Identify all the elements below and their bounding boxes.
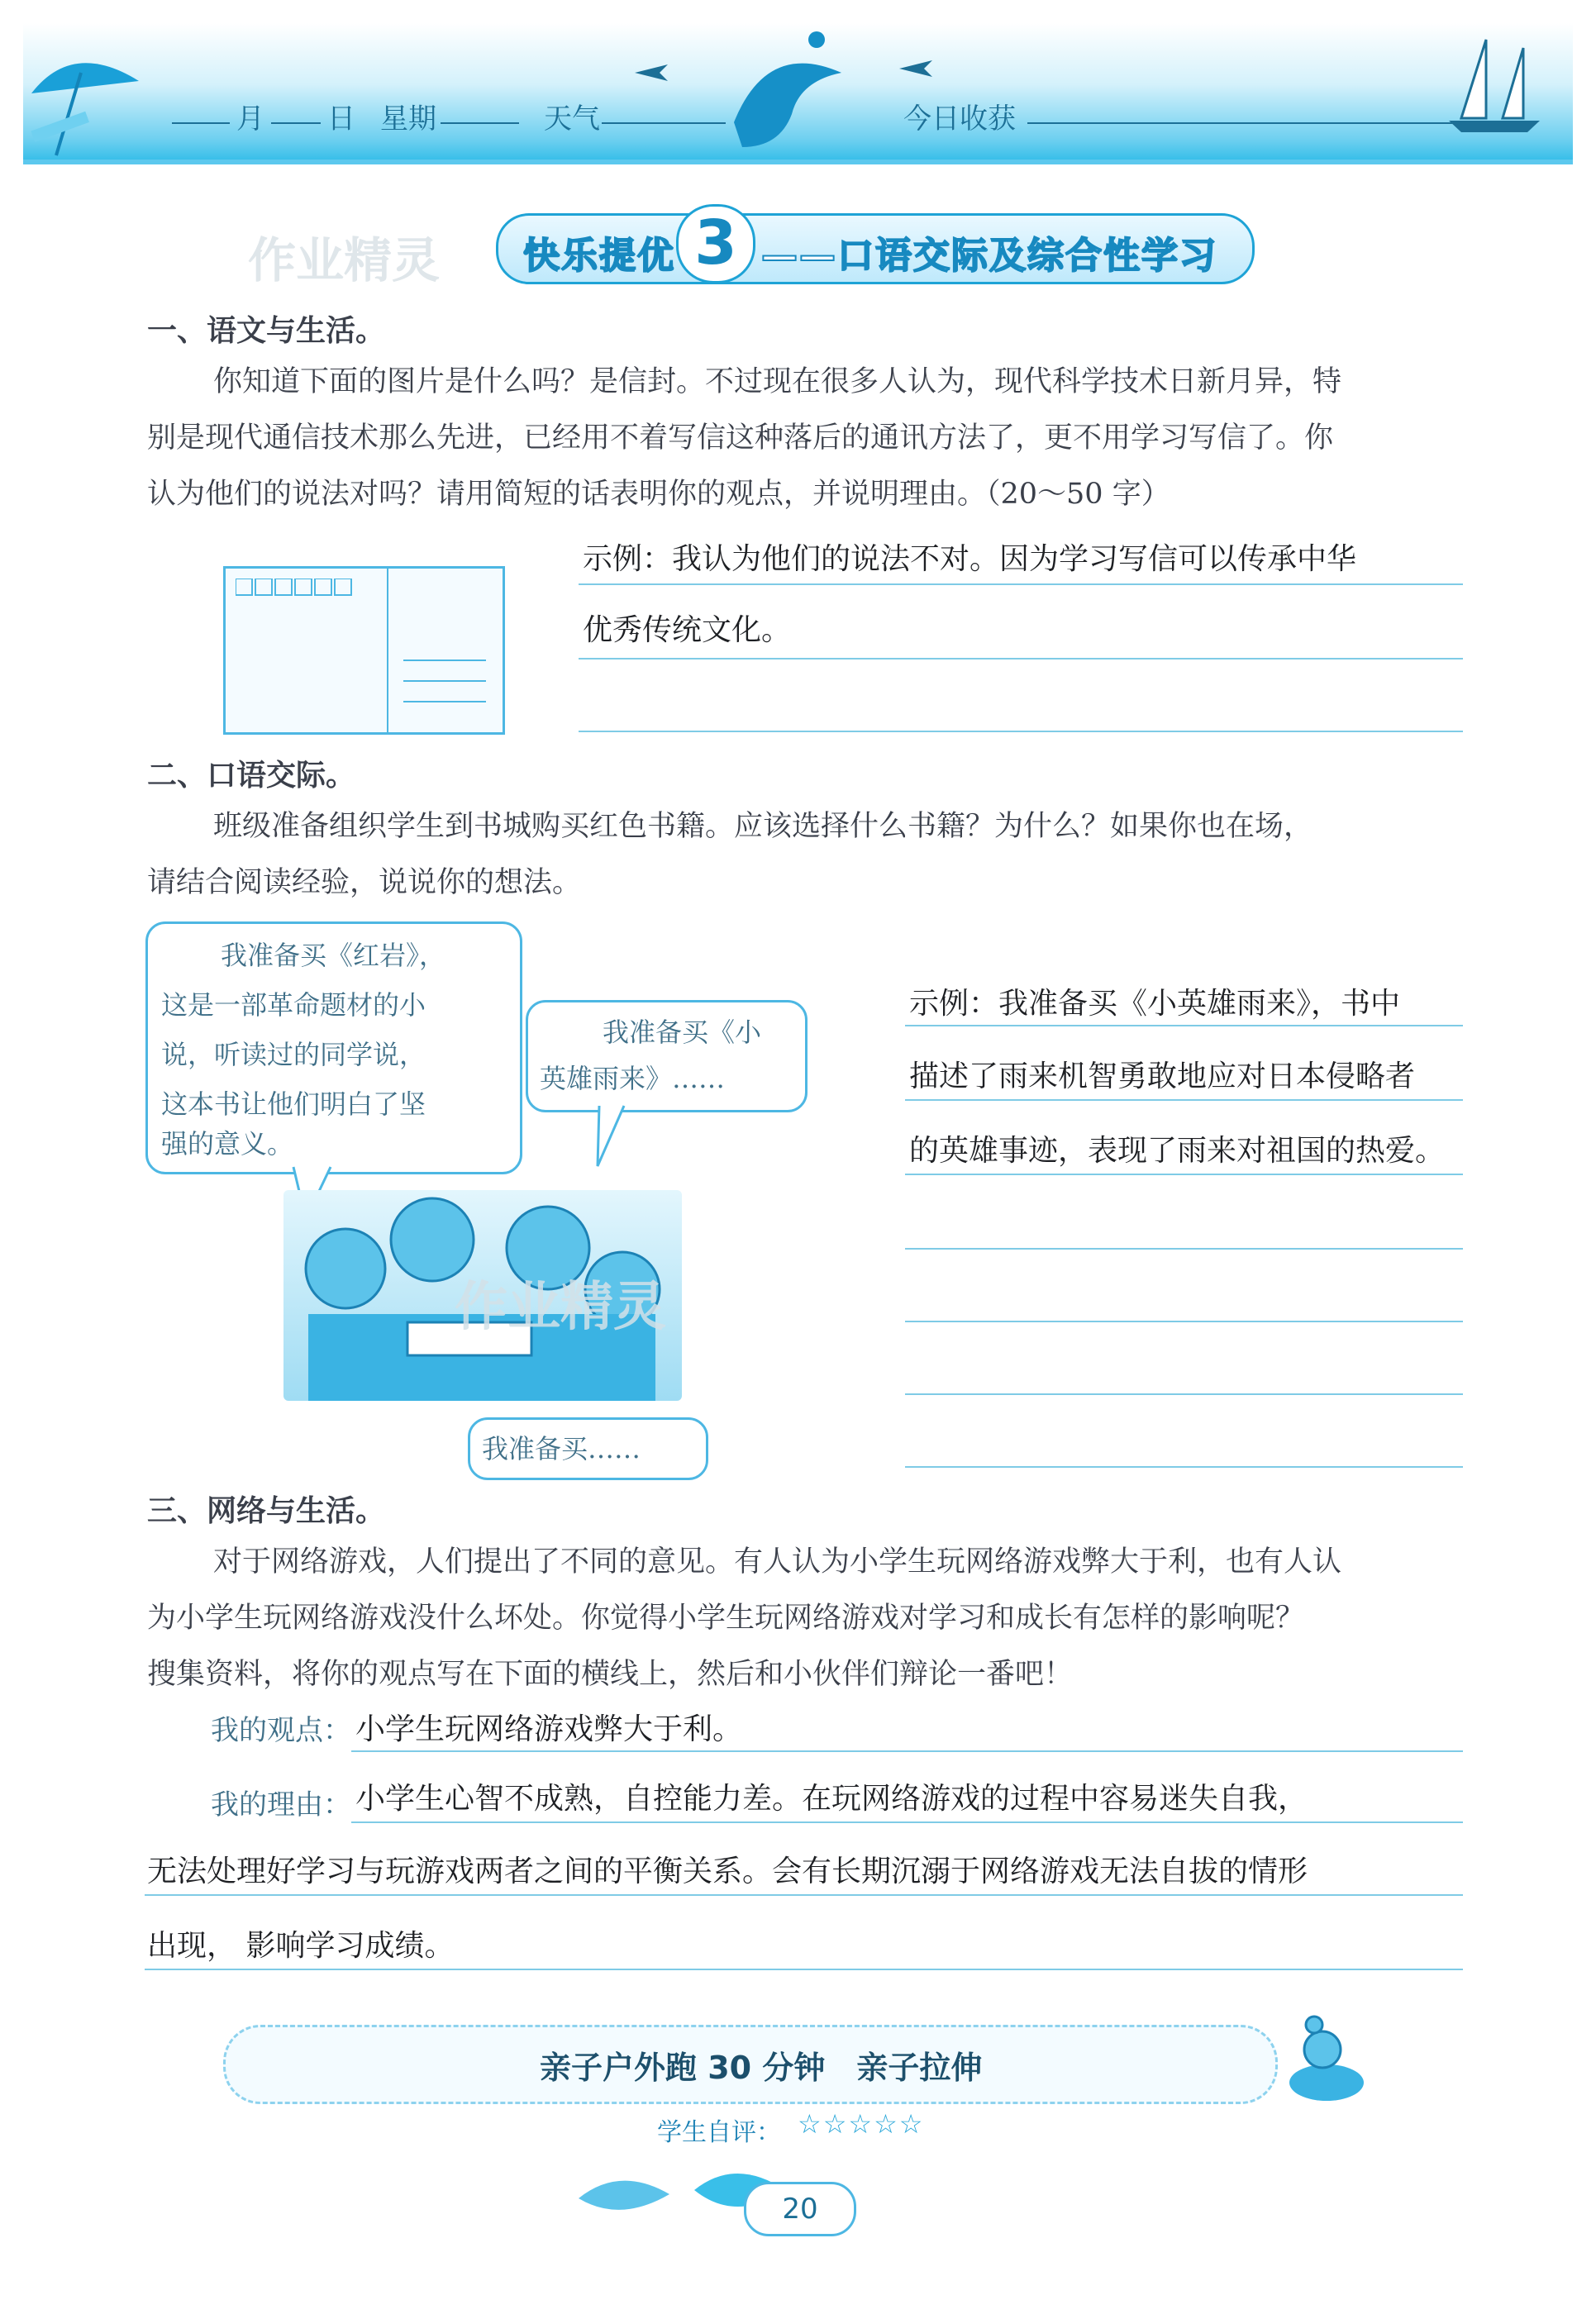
month-label: 月 [236, 102, 264, 136]
section2-heading: 二、口语交际。 [147, 759, 356, 793]
bubble1-line-4: 这本书让他们明白了坚 [161, 1088, 426, 1120]
speech-bubble-3 [468, 1417, 708, 1480]
sailboat-icon [1461, 40, 1486, 118]
bubble1-line-2: 这是一部革命题材的小 [161, 989, 426, 1021]
umbrella-icon [31, 63, 139, 93]
harvest-label: 今日收获 [903, 102, 1016, 136]
bubble1-line-3: 说，听读过的同学说， [161, 1039, 426, 1070]
section3-line-1: 对于网络游戏，人们提出了不同的意见。有人认为小学生玩网络游戏弊大于利，也有人认 [213, 1545, 1342, 1579]
reason-line-2: 无法处理好学习与玩游戏两者之间的平衡关系。会有长期沉溺于网络游戏无法自拔的情形 [147, 1855, 1308, 1888]
title-banner [496, 207, 1255, 284]
section2-line-1: 班级准备组织学生到书城购买红色书籍。应该选择什么书籍？为什么？如果你也在场， [213, 810, 1313, 843]
dolphin-icon [734, 64, 841, 147]
speech-bubble-1 [145, 921, 522, 1174]
section1-heading: 一、语文与生活。 [147, 314, 386, 348]
bubble2-tail [591, 1104, 632, 1170]
self-eval-label: 学生自评： [657, 2118, 781, 2147]
header-decoration [23, 23, 1573, 160]
activity-band [223, 2025, 1278, 2104]
title-right: ——口语交际及综合性学习 [761, 235, 1217, 277]
section2-answer-3: 的英雄事迹，表现了雨来对祖国的热爱。 [909, 1134, 1446, 1168]
bubble2-line-1: 我准备买《小 [603, 1017, 762, 1048]
section1-line-1: 你知道下面的图片是什么吗？是信封。不过现在很多人认为，现代科学技术日新月异，特 [213, 365, 1342, 398]
section2-line-2: 请结合阅读经验，说说你的想法。 [147, 866, 582, 899]
title-watermark: 作业精灵 [248, 232, 441, 288]
bubble3-text: 我准备买…… [482, 1433, 641, 1464]
section3-line-2: 为小学生玩网络游戏没什么坏处。你觉得小学生玩网络游戏对学习和成长有怎样的影响呢？ [147, 1602, 1305, 1635]
section2-answer-2: 描述了雨来机智勇敢地应对日本侵略者 [909, 1060, 1416, 1093]
section1-line-3: 认为他们的说法对吗？请用简短的话表明你的观点，并说明理由。（20～50 字） [147, 478, 1170, 511]
page-number: 20 [744, 2182, 856, 2236]
rating-stars[interactable]: ☆☆☆☆☆ [798, 2108, 925, 2140]
view-label: 我的观点： [211, 1714, 351, 1747]
section3-heading: 三、网络与生活。 [147, 1494, 386, 1528]
section1-answer-1: 示例：我认为他们的说法不对。因为学习写信可以传承中华 [583, 542, 1357, 576]
section3-line-3: 搜集资料，将你的观点写在下面的横线上，然后和小伙伴们辩论一番吧！ [147, 1658, 1074, 1691]
weekday-label: 星期 [380, 102, 436, 136]
title-left: 快乐提优 [523, 235, 675, 277]
bubble1-line-1: 我准备买《红岩》， [221, 940, 446, 971]
section2-answer-1: 示例：我准备买《小英雄雨来》，书中 [909, 987, 1401, 1021]
reason-line-1: 小学生心智不成熟，自控能力差。在玩网络游戏的过程中容易迷失自我， [355, 1782, 1308, 1816]
speech-bubble-2 [526, 1000, 808, 1112]
illustration-watermark: 作业精灵 [455, 1277, 666, 1338]
section1-answer-2: 优秀传统文化。 [583, 613, 792, 647]
envelope-image [223, 566, 505, 735]
reason-line-3: 出现， 影响学习成绩。 [147, 1929, 455, 1963]
bubble1-line-5: 强的意义。 [161, 1128, 294, 1160]
activity-text: 亲子户外跑 30 分钟 亲子拉伸 [540, 2050, 983, 2086]
view-answer: 小学生玩网络游戏弊大于利。 [355, 1712, 743, 1746]
section1-line-2: 别是现代通信技术那么先进，已经用不着写信这种落后的通讯方法了，更不用学习写信了。你 [147, 421, 1334, 455]
weather-label: 天气 [544, 102, 600, 136]
bubble2-line-2: 英雄雨来》…… [540, 1063, 726, 1094]
title-number: 3 [676, 204, 755, 283]
reason-label: 我的理由： [211, 1788, 351, 1821]
postcode-boxes [236, 579, 368, 602]
frog-icon [1281, 2000, 1372, 2107]
page-header [23, 23, 1573, 164]
day-label: 日 [327, 102, 355, 136]
